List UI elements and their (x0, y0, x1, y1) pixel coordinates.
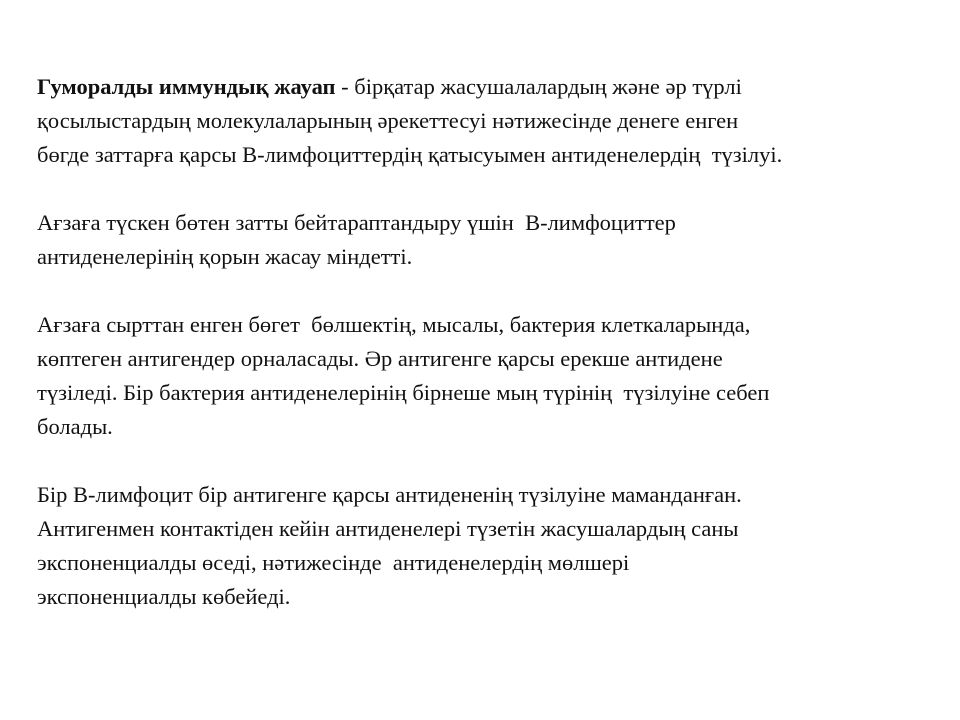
text-line: Ағзаға сырттан енген бөгет бөлшектің, мысалы, бактерия клеткаларында, (37, 312, 751, 337)
text-line: қосылыстардың молекулаларының әрекеттесуі нәтижесінде денеге енген (37, 108, 739, 133)
text-line: түзіледі. Бір бактерия антиденелерінің бірнеше мың түрінің түзілуіне себеп (37, 380, 770, 405)
text-fragment: - бірқатар жасушалалардың және әр түрлі (335, 74, 742, 99)
defined-term: Гуморалды иммундық жауап (37, 74, 336, 99)
slide-body-text (37, 70, 937, 648)
text-line: антиденелерінің қорын жасау міндетті. (37, 244, 413, 269)
text-line: Бір В-лимфоцит бір антигенге қарсы антидененің түзілуіне маманданған. (37, 482, 742, 507)
paragraph-definition (37, 70, 937, 172)
text-line: бөгде заттарға қарсы В-лимфоциттердің қатысуымен антиденелердің түзілуі. (37, 142, 783, 167)
text-line (37, 70, 937, 104)
text-line: көптеген антигендер орналасады. Әр антигенге қарсы ерекше антидене (37, 346, 723, 371)
text-line: болады. (37, 414, 113, 439)
paragraph-antibody-reserve (37, 206, 937, 274)
paragraph-specialization (37, 478, 937, 614)
paragraph-antigens (37, 308, 937, 444)
text-line: Антигенмен контактіден кейін антиденелері түзетін жасушалардың саны (37, 516, 739, 541)
text-line: экспоненциалды өседі, нәтижесінде антиденелердің мөлшері (37, 550, 630, 575)
text-line: экспоненциалды көбейеді. (37, 584, 291, 609)
text-line: Ағзаға түскен бөтен затты бейтараптандыру үшін В-лимфоциттер (37, 210, 676, 235)
